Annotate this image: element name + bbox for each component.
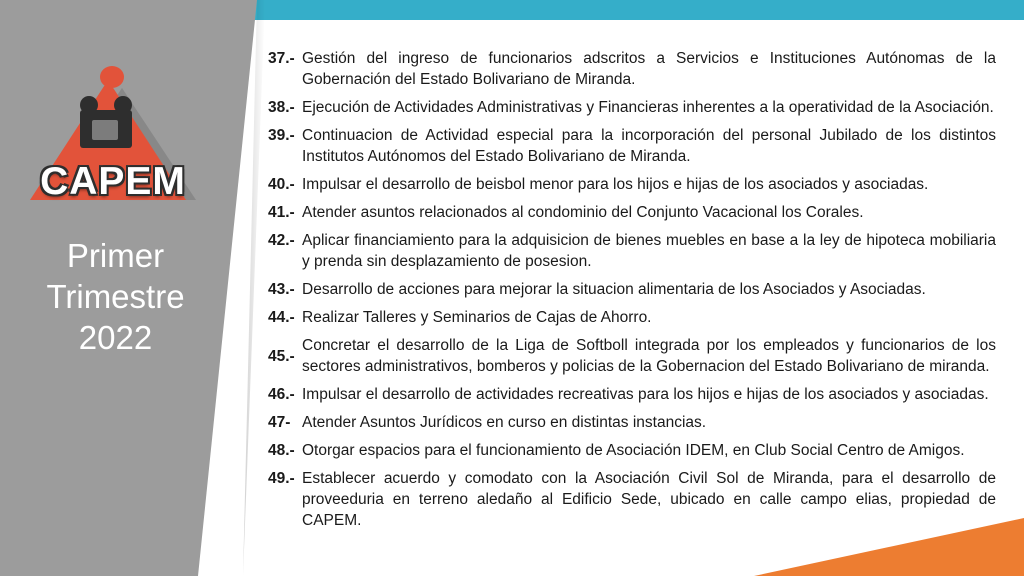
page-title: [8, 235, 223, 358]
list-item: [268, 279, 996, 300]
list-item-number: 49.-: [268, 470, 295, 487]
list-item-number: 41.-: [268, 204, 295, 221]
capem-logo: [18, 62, 208, 217]
numbered-list: [268, 48, 996, 538]
list-item-text: Aplicar financiamiento para la adquisicion de bienes muebles en base a la ley de hipoteca mobiliaria y prenda sin desplazamiento de posesion.: [302, 232, 996, 270]
list-item-number: 45.-: [268, 347, 295, 365]
list-item-text: Impulsar el desarrollo de beisbol menor para los hijos e hijas de los asociados y asociadas.: [302, 176, 929, 193]
list-item-text: Atender Asuntos Jurídicos en curso en distintas instancias.: [302, 414, 707, 431]
list-item: [268, 174, 996, 195]
list-item-number: 44.-: [268, 309, 295, 326]
list-item: [268, 384, 996, 405]
top-teal-accent-bar: [237, 0, 1024, 20]
list-item: [268, 202, 996, 223]
list-item-text: Gestión del ingreso de funcionarios adscritos a Servicios e Instituciones Autónomas de la Gobernación del Estado Bolivariano de Miranda.: [302, 50, 996, 88]
list-item: [268, 230, 996, 272]
logo-ball-icon: [100, 66, 124, 88]
logo-wordmark: CAPEM: [40, 160, 186, 203]
list-item-number: 42.-: [268, 232, 295, 249]
list-item-text: Realizar Talleres y Seminarios de Cajas de Ahorro.: [302, 309, 652, 326]
list-item-text: Establecer acuerdo y comodato con la Asociación Civil Sol de Miranda, para el desarrollo de proveeduria en terreno aledaño al Edificio Sede, ubicado en calle campo elias, propiedad de CAPEM.: [302, 470, 996, 529]
list-item-text: Concretar el desarrollo de la Liga de Softboll integrada por los empleados y funcionarios de los sectores administrativos, bomberos y policias de la Gobernacion del Estado Bolivariano de miranda.: [302, 337, 996, 375]
list-item-number: 43.-: [268, 281, 295, 298]
list-item: [268, 307, 996, 328]
list-item: [268, 125, 996, 167]
list-item-text: Ejecución de Actividades Administrativas y Financieras inherentes a la operatividad de la Asociación.: [302, 99, 994, 116]
list-item-number: 46.-: [268, 386, 295, 403]
bottom-right-orange-accent: [754, 518, 1024, 576]
list-item-number: 40.-: [268, 176, 295, 193]
page-title-line-3: 2022: [78, 319, 153, 356]
logo-camera-lens-icon: [92, 120, 118, 140]
list-item: [268, 335, 996, 377]
list-item-text: Desarrollo de acciones para mejorar la situacion alimentaria de los Asociados y Asociadas.: [302, 281, 926, 298]
list-item: [268, 97, 996, 118]
list-item: [268, 48, 996, 90]
list-item-text: Continuacion de Actividad especial para la incorporación del personal Jubilado de los distintos Institutos Autónomos del Estado Bolivariano de Miranda.: [302, 127, 996, 165]
page-title-line-1: Primer: [66, 237, 165, 274]
list-item-text: Atender asuntos relacionados al condominio del Conjunto Vacacional los Corales.: [302, 204, 864, 221]
list-item: [268, 412, 996, 433]
list-item-text: Otorgar espacios para el funcionamiento de Asociación IDEM, en Club Social Centro de Amigos.: [302, 442, 965, 459]
list-item-text: Impulsar el desarrollo de actividades recreativas para los hijos e hijas de los asociados y asociadas.: [302, 386, 989, 403]
list-item-number: 47-: [268, 414, 291, 431]
list-item: [268, 440, 996, 461]
list-item-number: 38.-: [268, 99, 295, 116]
list-item-number: 39.-: [268, 127, 295, 144]
page-title-line-2: Trimestre: [46, 278, 185, 315]
list-item-number: 48.-: [268, 442, 295, 459]
list-item-number: 37.-: [268, 50, 295, 67]
